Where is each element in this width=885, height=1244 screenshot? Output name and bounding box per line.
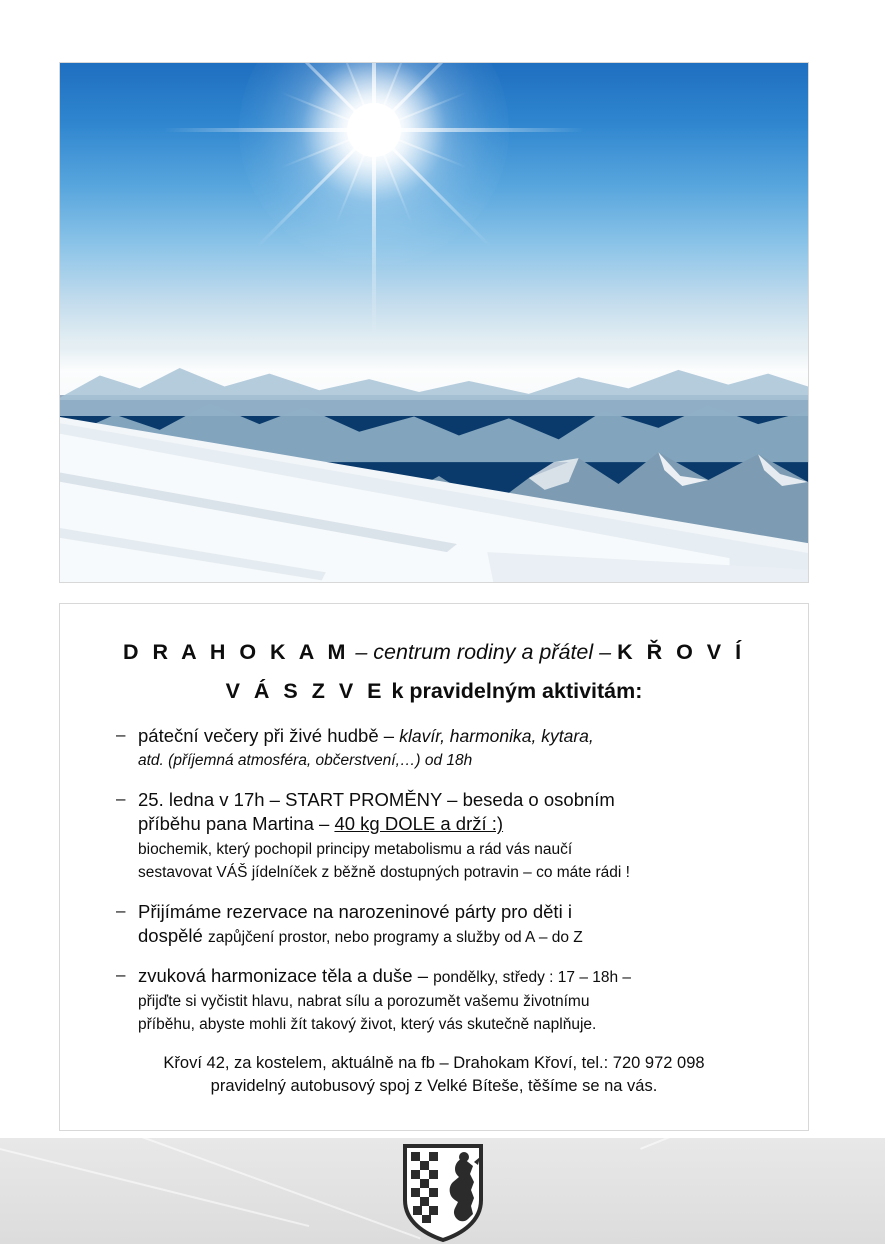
item-line-1-small: pondělky, středy : 17 – 18h – [433, 969, 632, 987]
org-name: D R A H O K A M [122, 640, 350, 664]
list-item [94, 900, 774, 949]
invite-rest: k pravidelným aktivitám: [391, 679, 643, 703]
header-photo-frame [59, 62, 809, 583]
item-line-2-small: zapůjčení prostor, nebo programy a služby od A – do Z [207, 928, 583, 946]
footer-band [0, 1138, 885, 1244]
item-line-2: přijďte si vyčistit hlavu, nabrat sílu a porozumět vašemu životnímu [138, 992, 590, 1010]
dash-bullet-icon: – [116, 900, 126, 920]
dash-bullet-icon: – [116, 725, 126, 744]
dash-bullet-icon: – [116, 788, 126, 808]
item-line-1: páteční večery při živé hudbě – [138, 725, 400, 746]
org-tagline: – centrum rodiny a přátel – [355, 640, 612, 664]
invitation-card [59, 603, 809, 1131]
item-line-3: biochemik, který pochopil principy metabolismu a rád vás naučí [138, 840, 573, 858]
item-line-1: Přijímáme rezervace na narozeninové párty pro děti i [138, 900, 572, 922]
list-item [94, 724, 774, 772]
snow-slope-foreground [60, 219, 808, 582]
activity-list [94, 724, 774, 1036]
item-line-2-underline: 40 kg DOLE a drží :) [334, 813, 504, 835]
item-line-2: dospělé [138, 924, 208, 946]
list-item [94, 788, 774, 884]
sun-icon [347, 103, 401, 157]
list-item-text [138, 724, 774, 772]
item-line-4: sestavovat VÁŠ jídelníček z běžně dostupných potravin – co máte rádi ! [138, 864, 630, 882]
item-line-1-italic: klavír, harmonika, kytara, [399, 726, 594, 746]
band-streak [640, 1138, 885, 1150]
invite-prefix: V Á S Z V E [225, 679, 386, 703]
list-item-text [138, 788, 774, 884]
list-item-text [138, 900, 774, 949]
footer-line-2: pravidelný autobusový spoj z Velké Bíteše, těšíme se na vás. [210, 1076, 658, 1095]
org-place: K Ř O V Í [617, 640, 746, 664]
footer-line-1: Křoví 42, za kostelem, aktuálně na fb – Drahokam Křoví, tel.: 720 972 098 [163, 1053, 705, 1072]
contact-footer [94, 1052, 774, 1098]
list-item-text [138, 964, 774, 1035]
item-line-1: zvuková harmonizace těla a duše – [138, 965, 434, 987]
item-line-3: příběhu, abyste mohli žít takový život, který vás skutečně naplňuje. [138, 1016, 597, 1034]
invite-heading [94, 679, 774, 704]
coat-of-arms-icon [401, 1142, 485, 1242]
list-item [94, 964, 774, 1035]
item-line-2: atd. (příjemná atmosféra, občerstvení,…) od 18h [138, 752, 473, 770]
org-heading [94, 640, 774, 665]
band-streak [0, 1138, 309, 1227]
item-line-1: 25. ledna v 17h – START PROMĚNY – beseda o osobním [138, 788, 615, 810]
dash-bullet-icon: – [116, 965, 126, 985]
mountain-photo [60, 63, 808, 582]
item-line-2: příběhu pana Martina – [138, 813, 335, 835]
